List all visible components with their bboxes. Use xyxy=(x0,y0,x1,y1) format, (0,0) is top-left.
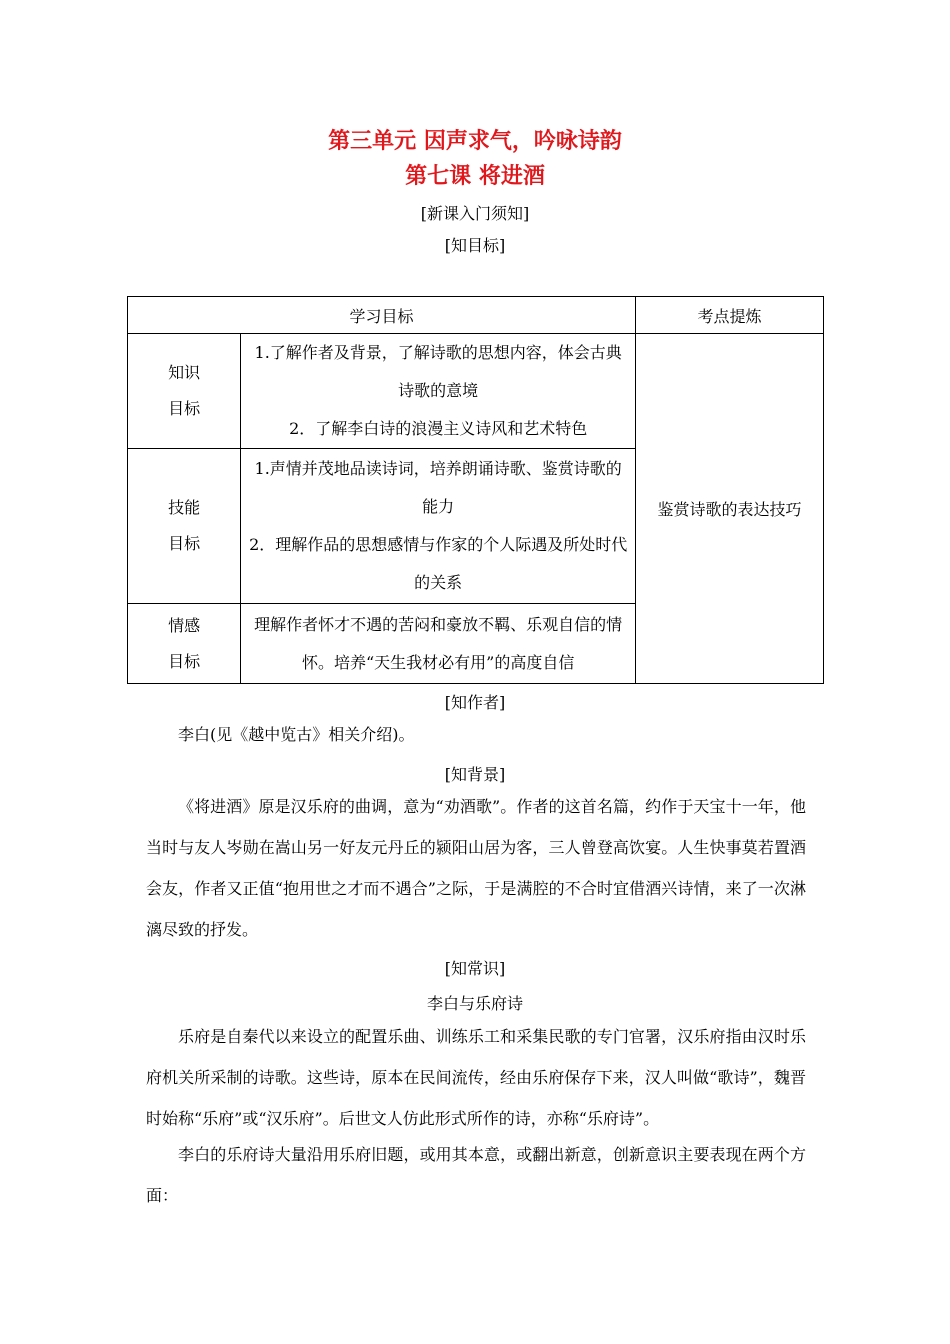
goals-header: 学习目标 xyxy=(128,297,636,334)
category-label: 目标 xyxy=(168,534,201,553)
category-cell xyxy=(128,334,241,449)
background-label: [知背景] xyxy=(444,765,506,784)
category-label: 目标 xyxy=(168,651,201,671)
key-point-cell: 鉴赏诗歌的表达技巧 xyxy=(636,334,824,684)
goal-line: 2．理解作品的思想感情与作家的个人际遇及所处时代的关系 xyxy=(249,535,628,592)
category-label: 知识 xyxy=(168,363,201,382)
goal-content xyxy=(241,604,636,684)
unit-title: 第三单元 因声求气，吟咏诗韵 xyxy=(328,129,622,154)
knowledge-paragraph: 李白的乐府诗大量沿用乐府旧题，或用其本意，或翻出新意，创新意识主要表现在两个方面： xyxy=(146,1145,806,1205)
goal-line: 1.声情并茂地品读诗词，培养朗诵诗歌、鉴赏诗歌的能力 xyxy=(254,459,622,516)
category-cell xyxy=(128,604,241,684)
table-row xyxy=(128,334,824,449)
category-label: 情感 xyxy=(168,615,201,635)
knowledge-paragraph: 乐府是自秦代以来设立的配置乐曲、训练乐工和采集民歌的专门官署，汉乐府指由汉时乐府机关所采制的诗歌。这些诗，原本在民间流传，经由乐府保存下来，汉人叫做“歌诗”，魏晋时始称“乐府”或“汉乐府”。后世文人仿此形式所作的诗，亦称“乐府诗”。 xyxy=(146,1027,806,1128)
goals-label: [知目标] xyxy=(444,236,506,255)
knowledge-label: [知常识] xyxy=(444,959,506,978)
category-label: 技能 xyxy=(168,498,201,517)
background-text: 《将进酒》原是汉乐府的曲调，意为“劝酒歌”。作者的这首名篇，约作于天宝十一年，他当时与友人岑勋在嵩山另一好友元丹丘的颍阳山居为客，三人曾登高饮宴。人生快事莫若置酒会友，作者又正值“抱用世之才而不遇合”之际，于是满腔的不合时宜借酒兴诗情，来了一次淋漓尽致的抒发。 xyxy=(146,797,806,939)
goal-line: 2．了解李白诗的浪漫主义诗风和艺术特色 xyxy=(289,419,588,438)
intro-label: [新课入门须知] xyxy=(420,204,530,223)
goal-content xyxy=(241,334,636,449)
goals-table xyxy=(127,296,824,684)
category-label: 目标 xyxy=(168,399,201,418)
lesson-title: 第七课 将进酒 xyxy=(405,164,545,189)
knowledge-subtitle: 李白与乐府诗 xyxy=(426,994,523,1013)
points-header: 考点提炼 xyxy=(636,297,824,334)
goal-content xyxy=(241,449,636,604)
goal-line: 理解作者怀才不遇的苦闷和豪放不羁、乐观自信的情怀。培养“天生我材必有用”的高度自信 xyxy=(254,614,623,672)
goal-line: 1.了解作者及背景，了解诗歌的思想内容，体会古典诗歌的意境 xyxy=(254,343,622,400)
author-label: [知作者] xyxy=(444,693,506,712)
category-cell xyxy=(128,449,241,604)
author-text: 李白(见《越中览古》相关介绍)。 xyxy=(178,725,415,744)
